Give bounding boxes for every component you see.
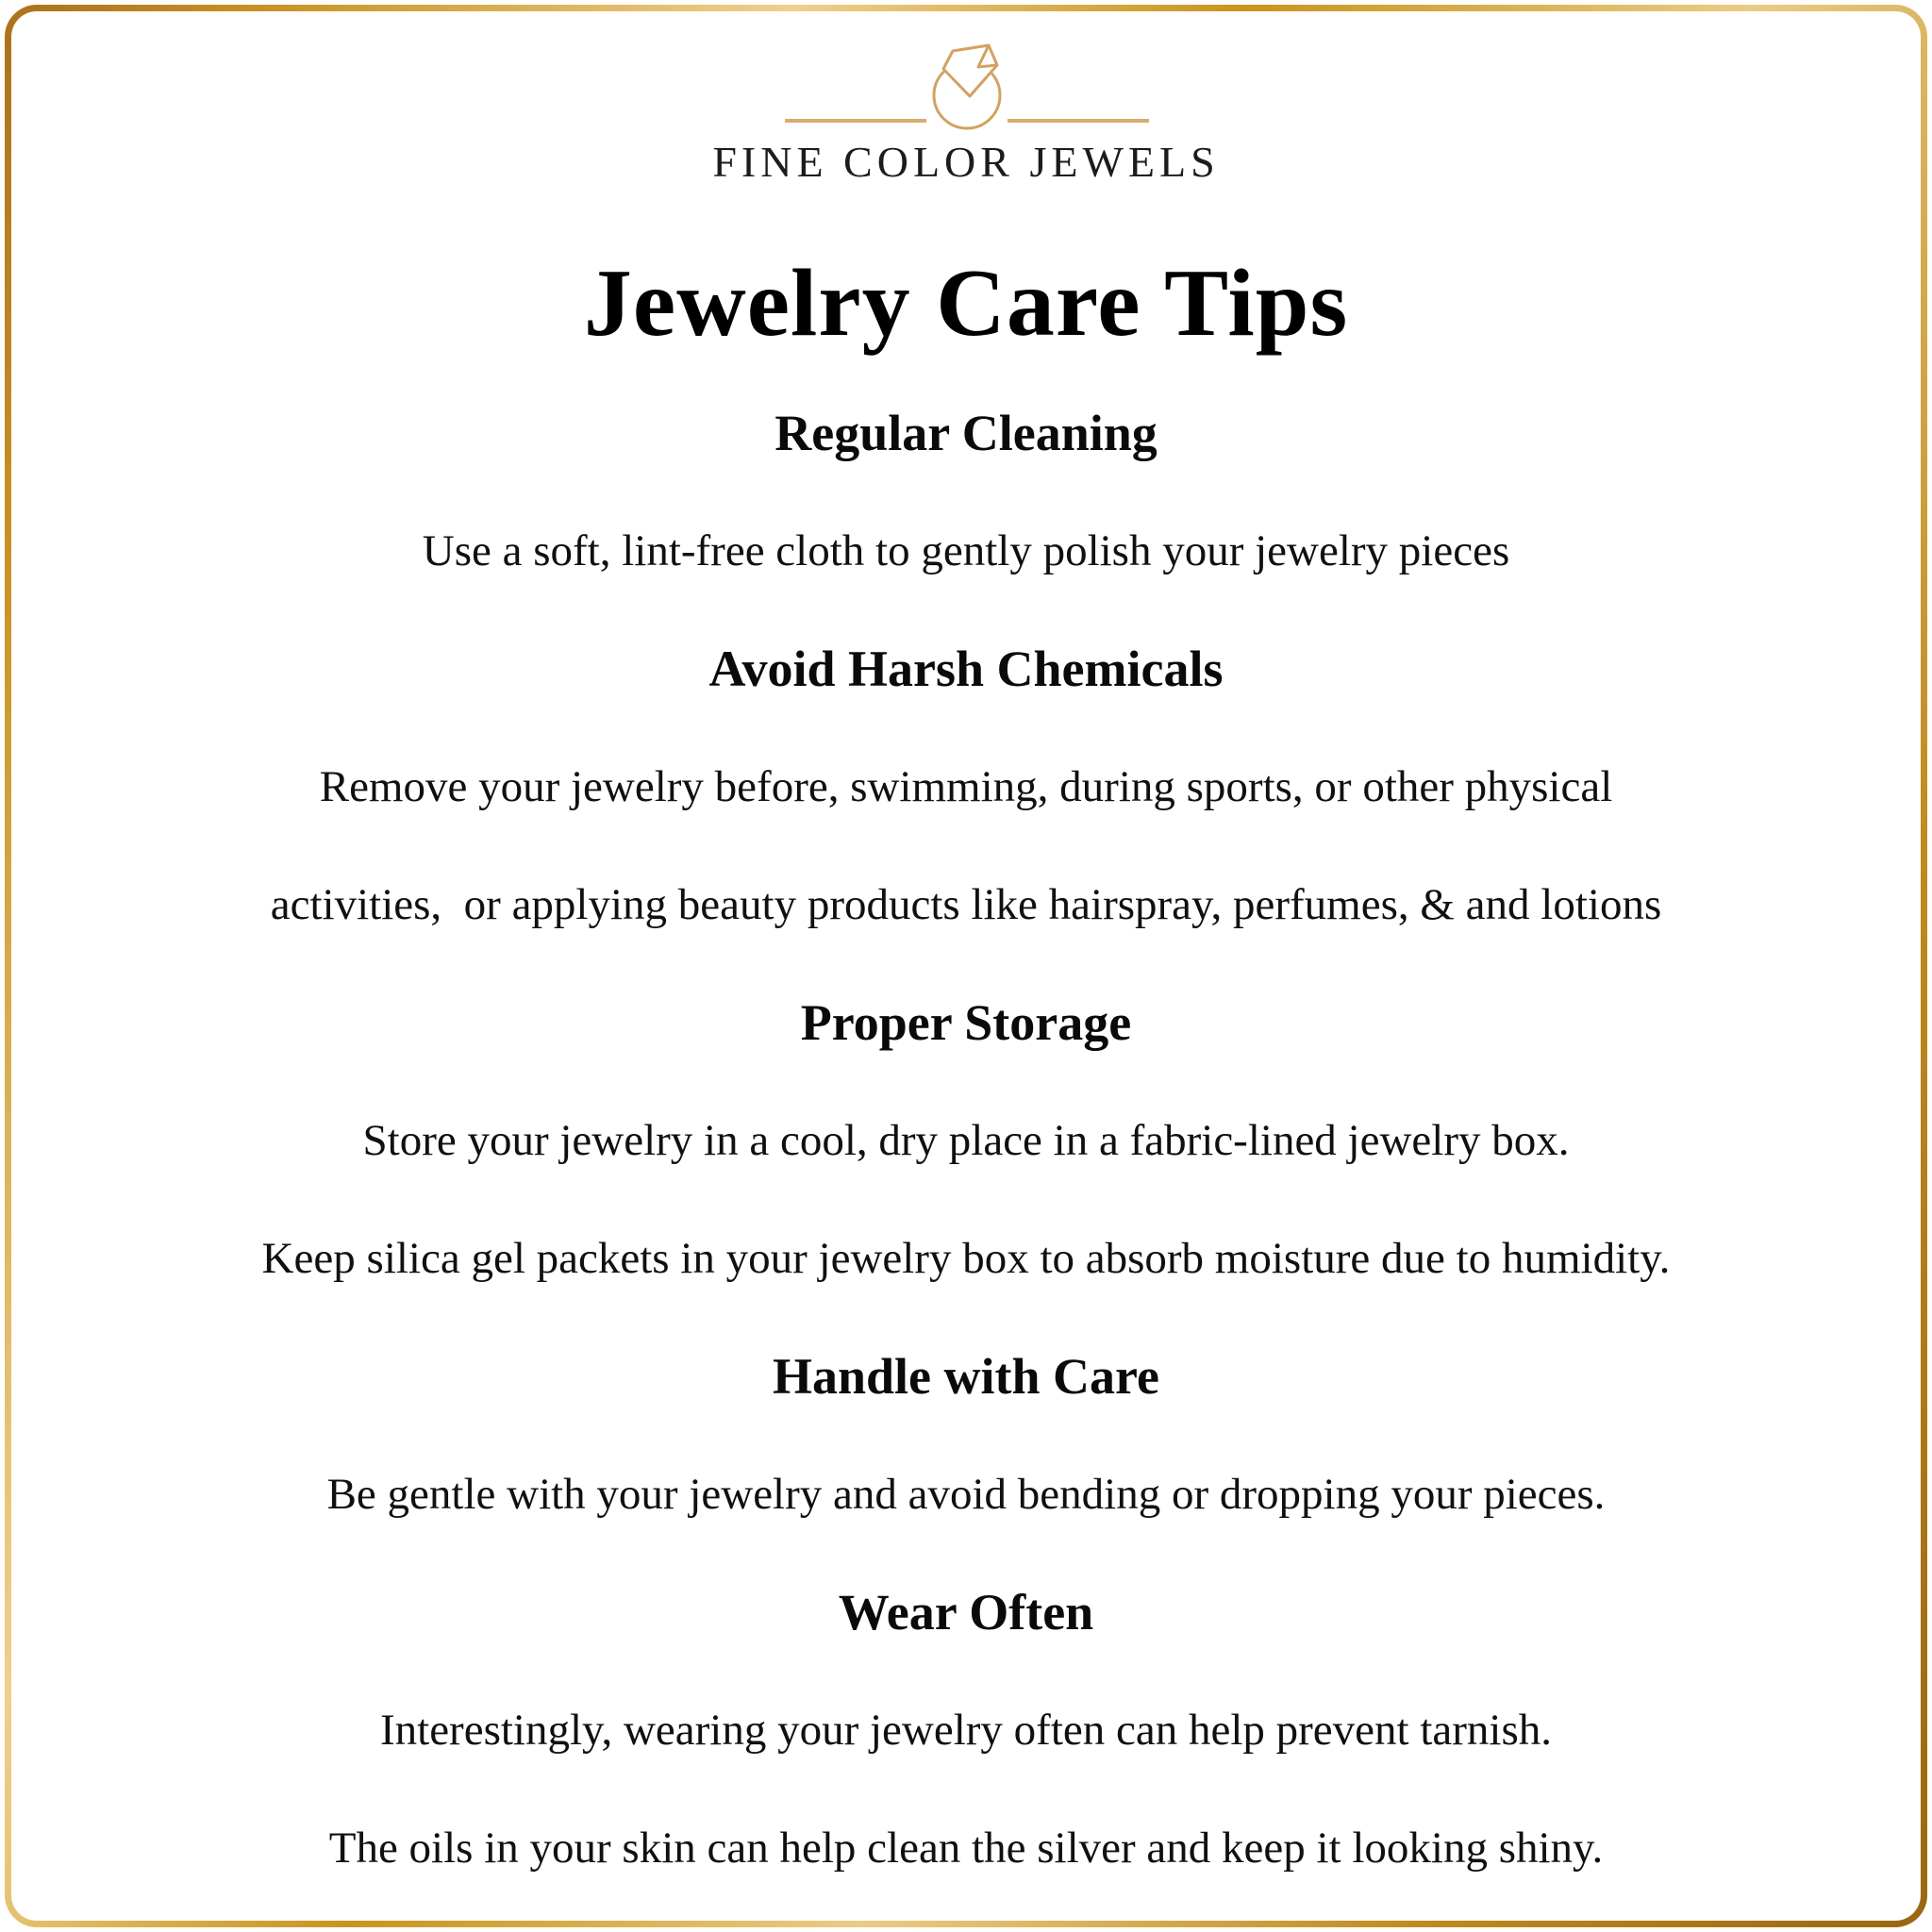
tip-line: Be gentle with your jewelry and avoid bending or dropping your pieces. [326, 1469, 1606, 1519]
section-heading-avoid-harsh-chemicals: Avoid Harsh Chemicals [708, 640, 1224, 697]
card-content [11, 11, 1921, 1921]
page-title: Jewelry Care Tips [583, 250, 1349, 357]
brand-name: FINE COLOR JEWELS [712, 138, 1220, 186]
tip-line: Store your jewelry in a cool, dry place in a fabric-lined jewelry box. [362, 1115, 1570, 1165]
brand-logo [11, 11, 1921, 185]
section-heading-wear-often: Wear Often [838, 1583, 1094, 1641]
diamond-outline [943, 45, 997, 96]
section-heading-handle-with-care: Handle with Care [772, 1347, 1159, 1405]
diamond-ring-icon [777, 42, 1155, 132]
tip-line: The oils in your skin can help clean the silver and keep it looking shiny. [328, 1823, 1604, 1873]
gold-border-frame [5, 5, 1927, 1927]
tip-line: activities, or applying beauty products like hairspray, perfumes, & and lotions [270, 879, 1662, 929]
tip-line: Use a soft, lint-free cloth to gently polish your jewelry pieces [422, 525, 1510, 575]
tip-line: Remove your jewelry before, swimming, during sports, or other physical [319, 761, 1613, 811]
tip-line: Keep silica gel packets in your jewelry box to absorb moisture due to humidity. [261, 1233, 1671, 1283]
section-heading-proper-storage: Proper Storage [800, 993, 1132, 1051]
tips-list [11, 374, 1921, 1907]
section-heading-regular-cleaning: Regular Cleaning [774, 404, 1158, 461]
tip-line: Interestingly, wearing your jewelry often can help prevent tarnish. [379, 1705, 1552, 1755]
